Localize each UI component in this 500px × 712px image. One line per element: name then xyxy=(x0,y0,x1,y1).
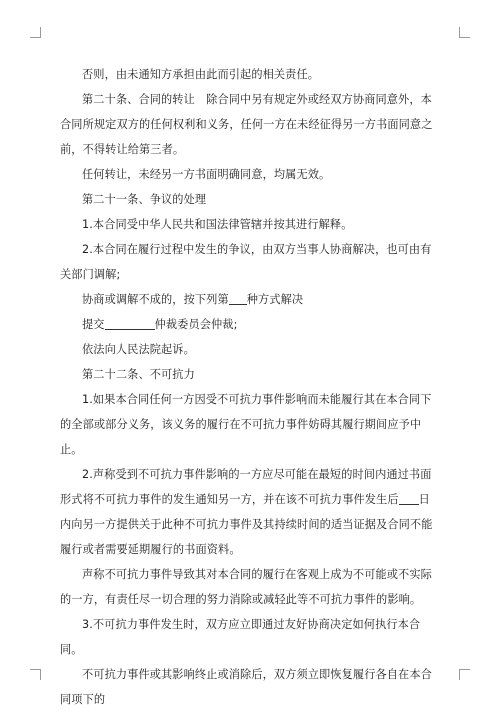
days-blank xyxy=(399,492,419,505)
paragraph-arbitration xyxy=(60,312,435,337)
paragraph-force-majeure-mitigation: 声称不可抗力事件导致其对本合同的履行在客观上成为不可能或不实际的一方，有责任尽一切合理的努力消除或减轻此等不可抗力事件的影响。 xyxy=(60,568,432,606)
paragraph-transfer-invalid: 任何转让，未经另一方书面明确同意，均属无效。 xyxy=(82,168,331,181)
force-majeure-2-after: 日内向另一方提供关于此种不可抗力事件及其持续时间的适当证据及合同不能履行或者需要延期履行的书面资料。 xyxy=(60,493,433,556)
crop-mark-top-right xyxy=(459,27,470,38)
paragraph-article-20-transfer: 第二十条、合同的转让 除合同中另有规定外或经双方协商同意外，本合同所规定双方的任何权利和义务，任何一方在未经征得另一方书面同意之前，不得转让给第三者。 xyxy=(60,93,433,156)
arbitration-text-after: 仲裁委员会仲裁; xyxy=(154,318,238,331)
arbitration-text-before: 提交 xyxy=(82,318,105,331)
crop-mark-bottom-left xyxy=(30,669,41,680)
resolution-text-before: 协商或调解不成的，按下列第 xyxy=(82,293,229,306)
paragraph-force-majeure-3: 3.不可抗力事件发生时，双方应立即通过友好协商决定如何执行本合同。 xyxy=(60,618,421,656)
heading-article-21: 第二十一条、争议的处理 xyxy=(82,193,207,206)
paragraph-force-majeure-1: 1.如果本合同任何一方因受不可抗力事件影响而未能履行其在本合同下的全部或部分义务，该义务的履行在不可抗力事件妨碍其履行期间应予中止。 xyxy=(60,393,432,456)
resolution-text-after: 种方式解决 xyxy=(246,293,304,306)
arbitration-committee-blank xyxy=(105,317,155,330)
paragraph-dispute-negotiation: 2.本合同在履行过程中发生的争议，由双方当事人协商解决，也可由有关部门调解; xyxy=(60,243,432,281)
paragraph-governing-law: 1.本合同受中华人民共和国法律管辖并按其进行解释。 xyxy=(82,218,353,231)
paragraph-resolution-method xyxy=(60,287,435,312)
paragraph-force-majeure-2 xyxy=(60,462,435,562)
crop-mark-bottom-right xyxy=(459,669,470,680)
paragraph-notice-liability: 否则，由未通知方承担由此而引起的相关责任。 xyxy=(82,68,320,81)
force-majeure-2-before: 2.声称受到不可抗力事件影响的一方应尽可能在最短的时间内通过书面形式将不可抗力事件的发生通知另一方，并在该不可抗力事件发生后 xyxy=(60,468,432,506)
resolution-method-blank xyxy=(229,292,247,305)
paragraph-force-majeure-resume: 不可抗力事件或其影响终止或消除后，双方须立即恢复履行各自在本合同项下的 xyxy=(60,668,432,706)
crop-mark-top-left xyxy=(30,27,41,38)
heading-article-22: 第二十二条、不可抗力 xyxy=(82,368,195,381)
paragraph-court: 依法向人民法院起诉。 xyxy=(82,343,195,356)
contract-body xyxy=(60,62,435,712)
